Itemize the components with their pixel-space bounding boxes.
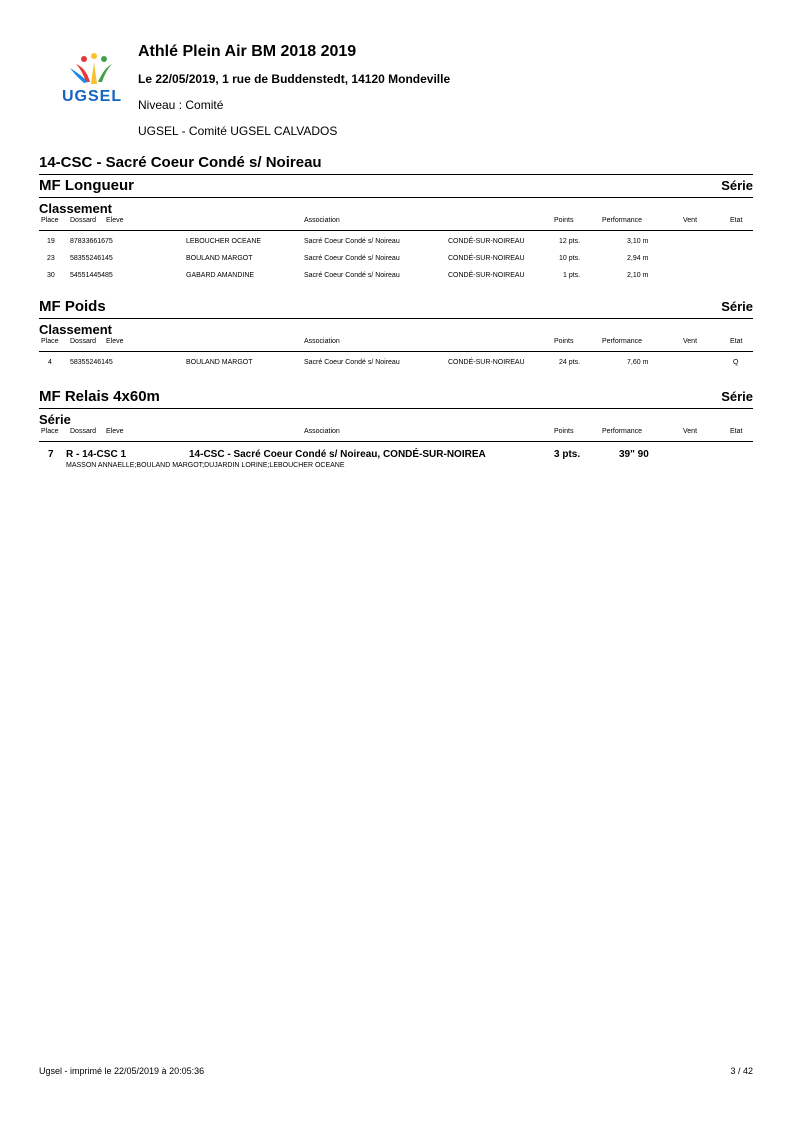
col-association: Association bbox=[304, 338, 340, 345]
cell-points: 10 pts. bbox=[559, 255, 581, 262]
col-performance: Performance bbox=[602, 338, 643, 345]
event-name: MF Poids bbox=[39, 298, 106, 315]
col-place: Place bbox=[41, 428, 59, 435]
col-points: Points bbox=[554, 217, 574, 224]
cell-eleve: BOULAND MARGOT bbox=[186, 255, 253, 262]
cell-dossard: 58355246145 bbox=[70, 255, 113, 262]
col-vent: Vent bbox=[683, 217, 698, 224]
cell-eleve: GABARD AMANDINE bbox=[186, 272, 255, 279]
table-header bbox=[39, 427, 753, 442]
relay-members: MASSON ANNAELLE;BOULAND MARGOT;DUJARDIN LORINE;LEBOUCHER OCEANE bbox=[66, 462, 345, 469]
cell-points: 24 pts. bbox=[559, 359, 581, 366]
table-header bbox=[39, 337, 753, 352]
date-location: Le 22/05/2019, 1 rue de Buddenstedt, 14120 Mondeville bbox=[138, 72, 451, 86]
col-eleve: Eleve bbox=[106, 428, 124, 435]
table-row bbox=[39, 234, 753, 251]
cell-place: 4 bbox=[48, 359, 52, 366]
logo-text: UGSEL bbox=[62, 88, 123, 105]
niveau-label: Niveau : Comité bbox=[138, 98, 224, 112]
table-header bbox=[39, 216, 753, 231]
cell-performance: 7,60 m bbox=[627, 359, 649, 366]
col-etat: Etat bbox=[730, 338, 743, 345]
cell-team: 14-CSC - Sacré Coeur Condé s/ Noireau, CONDÉ-SUR-NOIREA bbox=[189, 449, 486, 460]
event-relais bbox=[39, 386, 753, 472]
cell-place: 30 bbox=[47, 272, 55, 279]
cell-dossard: 58355246145 bbox=[70, 359, 113, 366]
cell-eleve: LEBOUCHER OCEANE bbox=[186, 238, 262, 245]
cell-points: 12 pts. bbox=[559, 238, 581, 245]
event-poids bbox=[39, 296, 753, 372]
table-row bbox=[39, 355, 753, 372]
cell-performance: 2,94 m bbox=[627, 255, 649, 262]
col-place: Place bbox=[41, 338, 59, 345]
ugsel-logo bbox=[62, 52, 126, 108]
event-type: Série bbox=[721, 178, 753, 193]
cell-association: Sacré Coeur Condé s/ Noireau bbox=[304, 238, 400, 245]
cell-eleve: BOULAND MARGOT bbox=[186, 359, 253, 366]
col-etat: Etat bbox=[730, 428, 743, 435]
cell-association: Sacré Coeur Condé s/ Noireau bbox=[304, 255, 400, 262]
event-name: MF Relais 4x60m bbox=[39, 388, 160, 405]
event-subtitle bbox=[39, 319, 753, 337]
cell-ville: CONDÉ-SUR-NOIREAU bbox=[448, 255, 525, 262]
event-type: Série bbox=[721, 299, 753, 314]
event-subtitle bbox=[39, 198, 753, 216]
cell-place: 23 bbox=[47, 255, 55, 262]
cell-performance: 3,10 m bbox=[627, 238, 649, 245]
cell-place: 19 bbox=[47, 238, 55, 245]
subtitle-label: Classement bbox=[39, 201, 112, 216]
col-dossard: Dossard bbox=[70, 217, 97, 224]
cell-ville: CONDÉ-SUR-NOIREAU bbox=[448, 238, 525, 245]
col-performance: Performance bbox=[602, 428, 643, 435]
event-longueur bbox=[39, 175, 753, 285]
event-header bbox=[39, 386, 753, 409]
col-points: Points bbox=[554, 428, 574, 435]
cell-performance: 39" 90 bbox=[619, 449, 649, 460]
cell-performance: 2,10 m bbox=[627, 272, 649, 279]
col-dossard: Dossard bbox=[70, 338, 97, 345]
col-vent: Vent bbox=[683, 428, 698, 435]
event-header bbox=[39, 175, 753, 198]
cell-association: Sacré Coeur Condé s/ Noireau bbox=[304, 272, 400, 279]
page-title: Athlé Plein Air BM 2018 2019 bbox=[138, 43, 357, 60]
col-dossard: Dossard bbox=[70, 428, 97, 435]
col-association: Association bbox=[304, 217, 340, 224]
cell-place: 7 bbox=[48, 449, 54, 460]
cell-points: 3 pts. bbox=[554, 449, 581, 460]
col-association: Association bbox=[304, 428, 340, 435]
comite-label: UGSEL - Comité UGSEL CALVADOS bbox=[138, 124, 338, 138]
event-name: MF Longueur bbox=[39, 177, 134, 194]
club-title: 14-CSC - Sacré Coeur Condé s/ Noireau bbox=[39, 154, 322, 171]
cell-ville: CONDÉ-SUR-NOIREAU bbox=[448, 272, 525, 279]
col-points: Points bbox=[554, 338, 574, 345]
relay-row bbox=[39, 444, 753, 460]
col-eleve: Eleve bbox=[106, 338, 124, 345]
cell-ville: CONDÉ-SUR-NOIREAU bbox=[448, 359, 525, 366]
subtitle-label: Série bbox=[39, 412, 71, 427]
cell-association: Sacré Coeur Condé s/ Noireau bbox=[304, 359, 400, 366]
footer-printed: Ugsel - imprimé le 22/05/2019 à 20:05:36 bbox=[39, 1066, 205, 1076]
col-vent: Vent bbox=[683, 338, 698, 345]
cell-dossard: R - 14-CSC 1 bbox=[66, 449, 127, 460]
col-place: Place bbox=[41, 217, 59, 224]
footer-page-number: 3 / 42 bbox=[730, 1066, 753, 1076]
subtitle-label: Classement bbox=[39, 322, 112, 337]
event-subtitle bbox=[39, 409, 753, 427]
event-header bbox=[39, 296, 753, 319]
table-row bbox=[39, 268, 753, 285]
table-row bbox=[39, 251, 753, 268]
cell-dossard: 54551445485 bbox=[70, 272, 113, 279]
cell-points: 1 pts. bbox=[563, 272, 581, 279]
col-etat: Etat bbox=[730, 217, 743, 224]
col-eleve: Eleve bbox=[106, 217, 124, 224]
col-performance: Performance bbox=[602, 217, 643, 224]
cell-dossard: 87833661675 bbox=[70, 238, 113, 245]
event-type: Série bbox=[721, 389, 753, 404]
cell-etat: Q bbox=[733, 359, 739, 366]
